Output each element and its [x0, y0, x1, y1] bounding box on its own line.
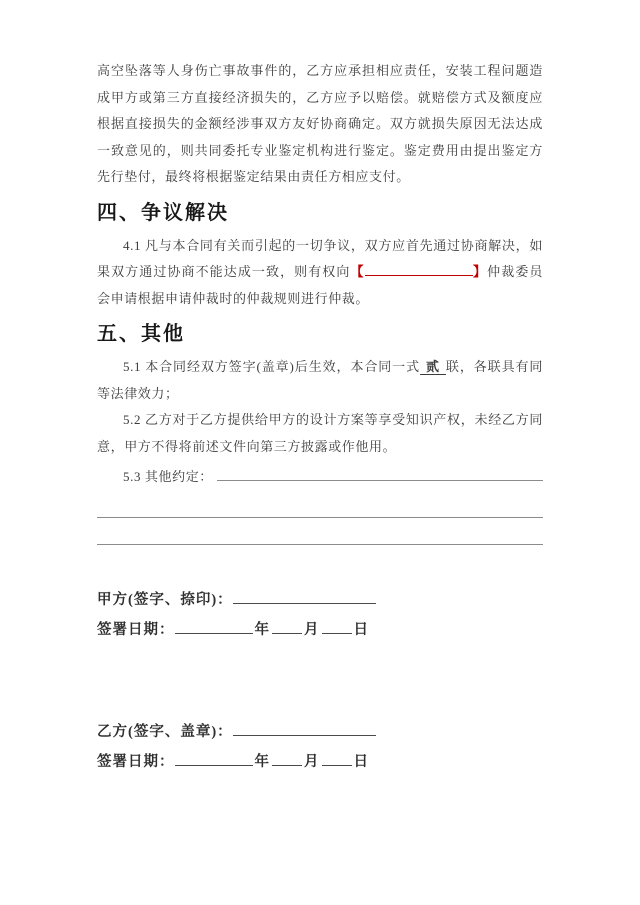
- clause-5-3-label: 5.3 其他约定：: [123, 469, 213, 484]
- clause-5-1-text-before: 5.1 本合同经双方签字(盖章)后生效，本合同一式: [123, 359, 420, 374]
- party-b-date-label: 签署日期：: [97, 753, 175, 770]
- clause-5-3-row: [97, 460, 543, 491]
- party-a-signature-row: [97, 587, 543, 613]
- party-a-signature-blank: [233, 587, 376, 604]
- party-b-signature-blank: [233, 719, 376, 736]
- party-a-signature-block: [97, 587, 543, 643]
- party-b-signature-block: [97, 719, 543, 775]
- party-a-day-blank: [322, 617, 352, 634]
- party-b-label: 乙方(签字、盖章)：: [97, 723, 233, 740]
- party-b-year-unit: 年: [254, 753, 270, 770]
- other-agreements-blank-line-2: [97, 491, 543, 518]
- party-a-date-row: [97, 617, 543, 643]
- party-b-month-unit: 月: [304, 753, 320, 770]
- red-bracket-open: 【: [350, 264, 365, 279]
- party-a-year-blank: [175, 617, 253, 634]
- arbitration-committee-blank: [365, 262, 473, 276]
- clause-5-2: 5.2 乙方对于乙方提供给甲方的设计方案等享受知识产权，未经乙方同意，甲方不得将前述文件向第三方披露或作他用。: [97, 412, 543, 454]
- clause-5-1: [97, 354, 543, 407]
- liability-carryover-paragraph: 高空坠落等人身伤亡事故事件的，乙方应承担相应责任，安装工程问题造成甲方或第三方直接经济损失的，乙方应予以赔偿。就赔偿方式及额度应根据直接损失的金额经涉事双方友好协商确定。双方就损失原因无法达成一致意见的，则共同委托专业鉴定机构进行鉴定。鉴定费用由提出鉴定方先行垫付，最终将根据鉴定结果由责任方相应支付。: [97, 63, 543, 184]
- clause-4-1-text-before: 4.1 凡与本合同有关而引起的一切争议，双方应首先通过协商解决，如果双方通过协商不能达成一致，则有权向: [97, 237, 543, 279]
- party-b-month-blank: [272, 749, 302, 766]
- red-bracket-close: 】: [472, 264, 488, 279]
- section-5-heading: 五、其他: [97, 323, 185, 345]
- party-b-year-blank: [175, 749, 253, 766]
- party-b-date-row: [97, 749, 543, 775]
- party-b-day-blank: [322, 749, 352, 766]
- clause-4-1: [97, 233, 543, 313]
- clause-5-1-text-after: 联，各联具有同等法律效力；: [97, 359, 543, 401]
- party-a-year-unit: 年: [254, 621, 270, 638]
- other-agreements-blank-line-1: [217, 460, 543, 481]
- section-4-heading: 四、争议解决: [97, 201, 229, 224]
- party-a-label: 甲方(签字、捺印)：: [97, 591, 233, 608]
- party-a-day-unit: 日: [353, 621, 369, 638]
- other-agreements-blank-line-3: [97, 518, 543, 545]
- party-b-day-unit: 日: [353, 753, 369, 770]
- party-b-signature-row: [97, 719, 543, 745]
- copies-count-underlined: 贰: [420, 359, 446, 375]
- clause-4-1-text-after: 仲裁委员会申请根据申请仲裁时的仲裁规则进行仲裁。: [97, 264, 544, 306]
- party-a-month-blank: [272, 617, 302, 634]
- party-a-date-label: 签署日期：: [97, 621, 175, 638]
- party-a-month-unit: 月: [304, 621, 320, 638]
